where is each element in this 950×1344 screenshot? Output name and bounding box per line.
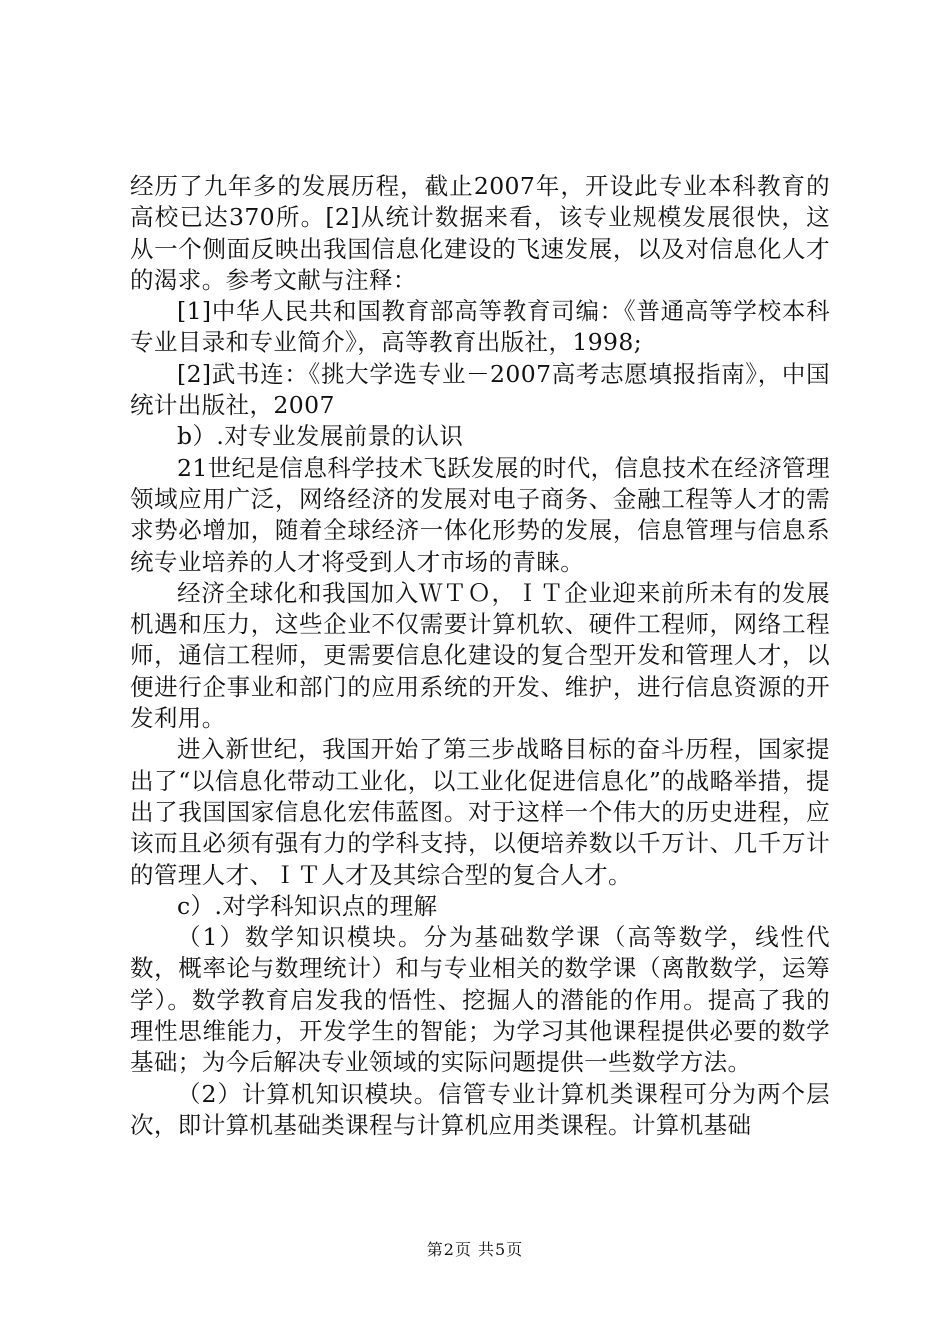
section-heading-b: b）.对专业发展前景的认识 bbox=[177, 422, 464, 451]
page-number-footer: 第2页 共5页 bbox=[426, 1240, 524, 1259]
paragraph-globalization: 经济全球化和我国加入ＷＴＯ，ＩＴ企业迎来前所未有的发展机遇和压力，这些企业不仅需要计算机软、硬件工程师，网络工程师，通信工程师，更需要信息化建设的复合型开发和管理人才，以便进行企事业和部门的应用系统的开发、维护，进行信息资源的开发利用。 bbox=[130, 578, 830, 733]
paragraph-21st-century: 21世纪是信息科学技术飞跃发展的时代，信息技术在经济管理领域应用广泛，网络经济的发展对电子商务、金融工程等人才的需求势必增加，随着全球经济一体化形势的发展，信息管理与信息系统专业培养的人才将受到人才市场的青睐。 bbox=[130, 453, 830, 576]
reference-1: [1]中华人民共和国教育部高等教育司编：《普通高等学校本科专业目录和专业简介》，高等教育出版社，1998; bbox=[130, 297, 830, 357]
paragraph-new-century: 进入新世纪，我国开始了第三步战略目标的奋斗历程，国家提出了“以信息化带动工业化，以工业化促进信息化”的战略举措，提出了我国国家信息化宏伟蓝图。对于这样一个伟大的历史进程，应该而且必须有强有力的学科支持，以便培养数以千万计、几千万计的管理人才、ＩＴ人才及其综合型的复合人才。 bbox=[130, 735, 830, 889]
reference-2: [2]武书连：《挑大学选专业－2007高考志愿填报指南》，中国统计出版社，2007 bbox=[130, 359, 830, 420]
section-heading-c: c）.对学科知识点的理解 bbox=[177, 891, 438, 920]
paragraph-computer-module: （2）计算机知识模块。信管专业计算机类课程可分为两个层次，即计算机基础类课程与计算机应用类课程。计算机基础 bbox=[130, 1079, 830, 1139]
paragraph-math-module: （1）数学知识模块。分为基础数学课（高等数学，线性代数，概率论与数理统计）和与专业相关的数学课（离散数学，运筹学）。数学教育启发我的悟性、挖掘人的潜能的作用。提高了我的理性思维能力，开发学生的智能；为学习其他课程提供必要的数学基础；为今后解决专业领域的实际问题提供一些数学方法。 bbox=[130, 923, 830, 1077]
paragraph-continuation: 经历了九年多的发展历程，截止2007年，开设此专业本科教育的高校已达370所。[2]从统计数据来看，该专业规模发展很快，这从一个侧面反映出我国信息化建设的飞速发展，以及对信息化人才的渴求。参考文献与注释： bbox=[130, 172, 830, 294]
document-body bbox=[130, 171, 830, 1141]
